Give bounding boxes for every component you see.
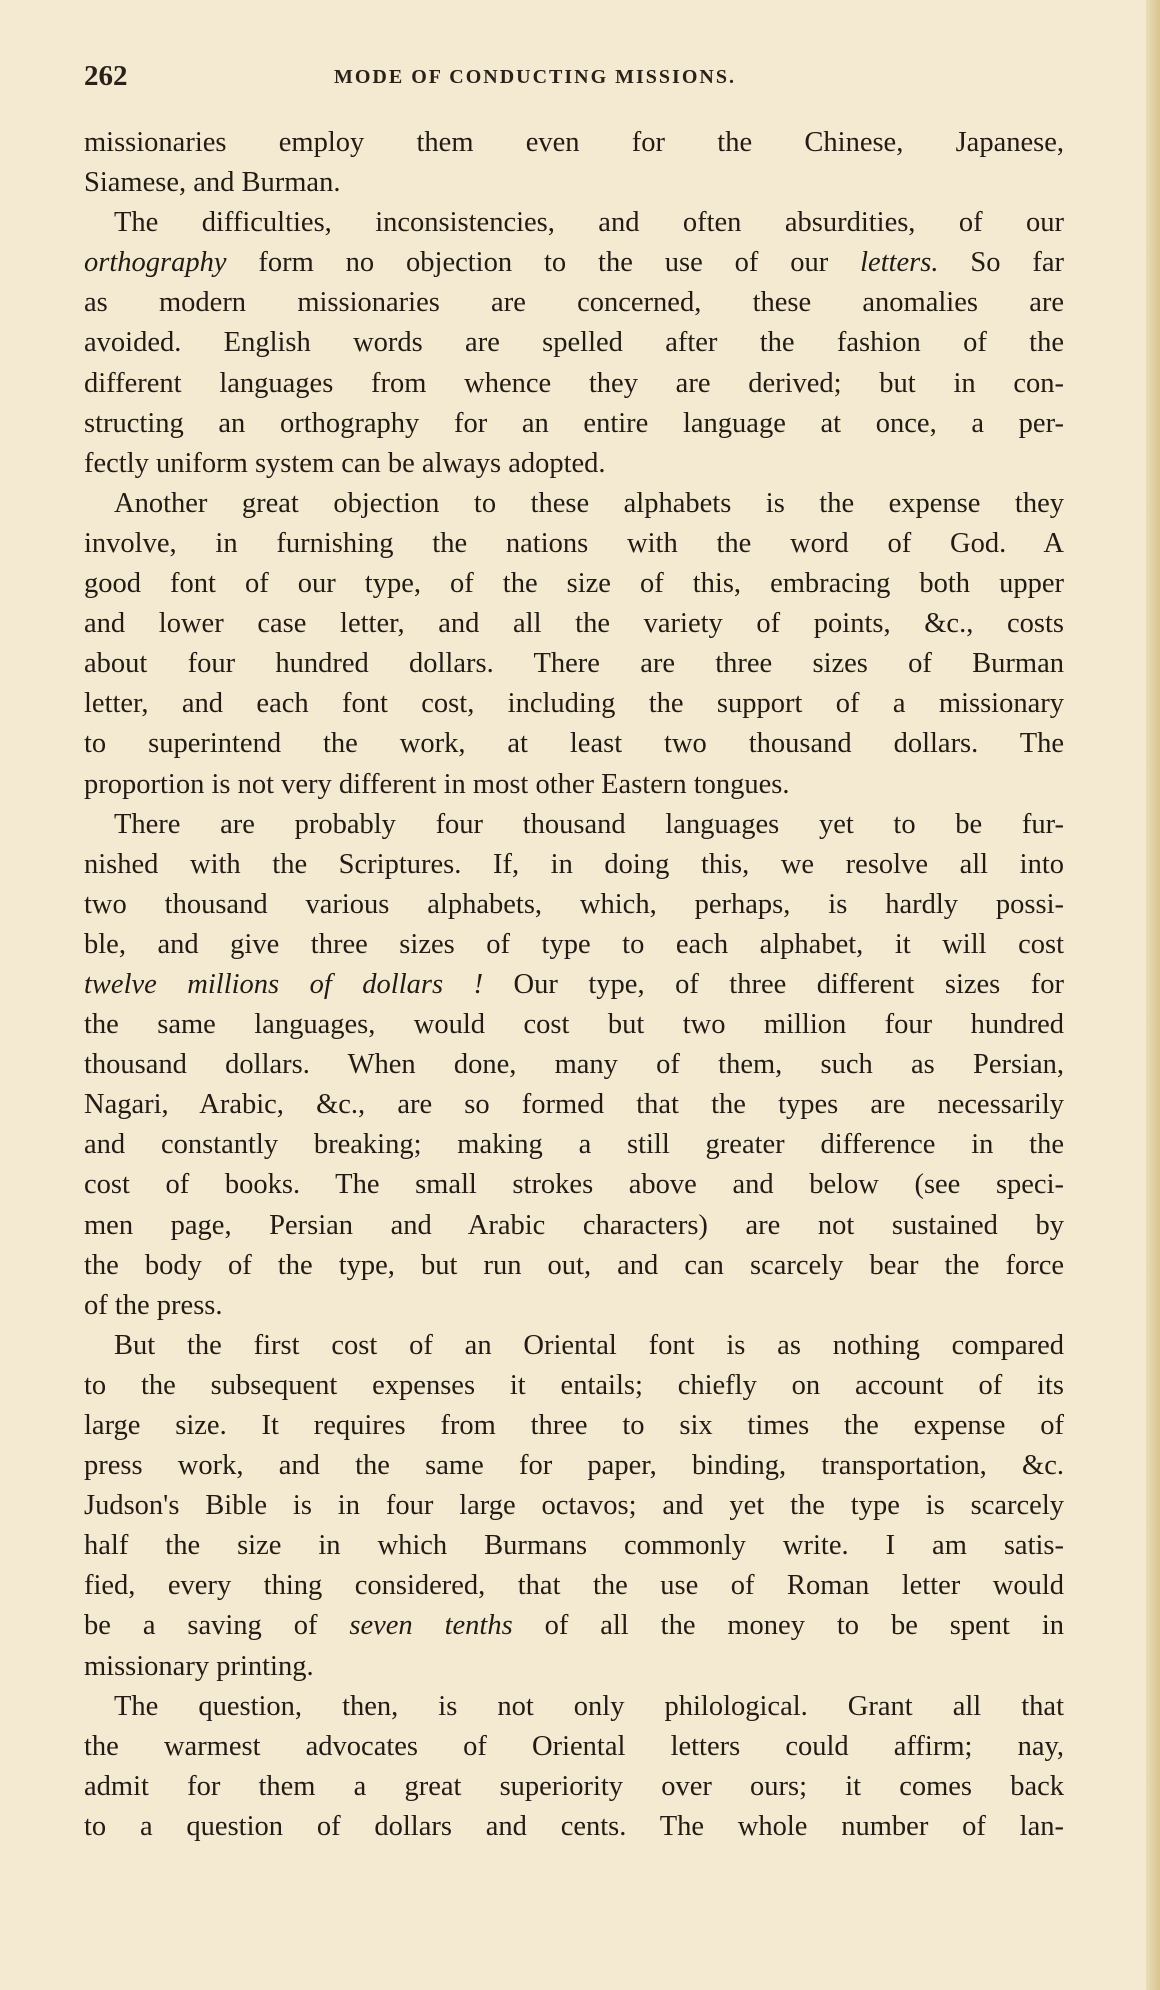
text-line <box>84 684 1064 724</box>
emphasis-text: orthography <box>84 247 227 279</box>
text-line <box>84 845 1064 885</box>
emphasis-text: letters. <box>860 247 939 279</box>
text-span: to the subsequent expenses it entails; chiefly on account of its <box>84 1369 1064 1401</box>
text-line <box>84 364 1064 404</box>
text-span: good font of our type, of the size of this, embracing both upper <box>84 568 1064 600</box>
text-line <box>84 323 1064 363</box>
text-span: fectly uniform system can be always adopted. <box>84 447 606 479</box>
text-line <box>84 1246 1064 1286</box>
text-span: But the first cost of an Oriental font is as nothing compared <box>114 1329 1064 1361</box>
text-line <box>84 1206 1064 1246</box>
text-span: Nagari, Arabic, &c., are so formed that the types are necessarily <box>84 1089 1064 1121</box>
text-span: missionary printing. <box>84 1650 314 1682</box>
text-line <box>84 1486 1064 1526</box>
text-line <box>84 243 1064 283</box>
text-line <box>84 1687 1064 1727</box>
text-span: Judson's Bible is in four large octavos; and yet the type is scarcely <box>84 1490 1064 1522</box>
text-line <box>84 283 1064 323</box>
text-span: men page, Persian and Arabic characters) are not sustained by <box>84 1209 1064 1241</box>
text-line <box>84 1526 1064 1566</box>
text-span: avoided. English words are spelled after the fashion of the <box>84 327 1064 359</box>
text-line <box>84 765 1064 805</box>
body-text <box>84 123 1064 1847</box>
running-head: MODE OF CONDUCTING MISSIONS. <box>334 66 736 88</box>
text-line <box>84 925 1064 965</box>
text-span: cost of books. The small strokes above and below (see speci- <box>84 1169 1064 1201</box>
text-line <box>84 1566 1064 1606</box>
text-line <box>84 644 1064 684</box>
text-span: to a question of dollars and cents. The whole number of lan- <box>84 1810 1064 1842</box>
page-edge <box>1146 0 1160 1990</box>
text-line <box>84 564 1064 604</box>
text-line <box>84 1286 1064 1326</box>
text-span: two thousand various alphabets, which, perhaps, is hardly possi- <box>84 888 1064 920</box>
text-span: and lower case letter, and all the variety of points, &c., costs <box>84 608 1064 640</box>
text-span: ble, and give three sizes of type to each alphabet, it will cost <box>84 928 1064 960</box>
text-line <box>84 404 1064 444</box>
text-span: to superintend the work, at least two thousand dollars. The <box>84 728 1064 760</box>
text-line <box>84 1005 1064 1045</box>
text-line <box>84 1165 1064 1205</box>
text-span: the body of the type, but run out, and can scarcely bear the force <box>84 1249 1064 1281</box>
text-span: There are probably four thousand languages yet to be fur- <box>114 808 1064 840</box>
text-line <box>84 1767 1064 1807</box>
text-span: structing an orthography for an entire language at once, a per- <box>84 407 1064 439</box>
page-header <box>84 60 1064 100</box>
text-span: as modern missionaries are concerned, these anomalies are <box>84 287 1064 319</box>
text-line <box>84 163 1064 203</box>
text-span: and constantly breaking; making a still greater difference in the <box>84 1129 1064 1161</box>
text-span: fied, every thing considered, that the use of Roman letter would <box>84 1570 1064 1602</box>
text-span: involve, in furnishing the nations with the word of God. A <box>84 527 1064 559</box>
text-line <box>84 1647 1064 1687</box>
text-line <box>84 484 1064 524</box>
text-span: missionaries employ them even for the Chinese, Japanese, <box>84 127 1064 158</box>
text-line <box>84 123 1064 163</box>
text-span: be a saving of <box>84 1610 350 1642</box>
text-span: of all the money to be spent in <box>512 1610 1065 1642</box>
emphasis-text: seven tenths <box>349 1610 513 1642</box>
text-line <box>84 1366 1064 1406</box>
text-line <box>84 524 1064 564</box>
text-span: proportion is not very different in most other Eastern tongues. <box>84 768 790 800</box>
text-line <box>84 444 1064 484</box>
text-span: letter, and each font cost, including the support of a missionary <box>84 688 1064 720</box>
text-span: The difficulties, inconsistencies, and often absurdities, of our <box>114 207 1064 239</box>
text-span: different languages from whence they are derived; but in con- <box>84 367 1064 399</box>
text-span: So far <box>938 247 1064 279</box>
text-span: press work, and the same for paper, binding, transportation, &c. <box>84 1450 1064 1482</box>
text-line <box>84 1045 1064 1085</box>
text-line <box>84 1406 1064 1446</box>
text-line <box>84 1085 1064 1125</box>
text-line <box>84 1125 1064 1165</box>
text-line <box>84 1326 1064 1366</box>
text-line <box>84 1606 1064 1646</box>
text-line <box>84 885 1064 925</box>
text-span: nished with the Scriptures. If, in doing this, we resolve all into <box>84 848 1064 880</box>
text-span: Another great objection to these alphabets is the expense they <box>114 487 1064 519</box>
text-span: the same languages, would cost but two million four hundred <box>84 1009 1064 1041</box>
page-number: 262 <box>84 60 128 92</box>
text-span: The question, then, is not only philological. Grant all that <box>114 1690 1064 1722</box>
text-span: of the press. <box>84 1289 223 1321</box>
text-line <box>84 724 1064 764</box>
text-span: half the size in which Burmans commonly write. I am satis- <box>84 1530 1064 1562</box>
text-span: the warmest advocates of Oriental letters could affirm; nay, <box>84 1730 1064 1762</box>
text-span: Our type, of three different sizes for <box>483 968 1064 1000</box>
text-line <box>84 1727 1064 1767</box>
text-span: thousand dollars. When done, many of them, such as Persian, <box>84 1049 1064 1081</box>
text-line <box>84 1807 1064 1847</box>
emphasis-text: twelve millions of dollars ! <box>84 968 484 1000</box>
text-span: about four hundred dollars. There are three sizes of Burman <box>84 648 1064 680</box>
text-span: form no objection to the use of our <box>226 247 861 279</box>
text-span: large size. It requires from three to six times the expense of <box>84 1410 1064 1441</box>
text-line <box>84 1446 1064 1486</box>
text-span: Siamese, and Burman. <box>84 167 341 199</box>
text-span: admit for them a great superiority over ours; it comes back <box>84 1770 1064 1802</box>
text-line <box>84 805 1064 845</box>
text-line <box>84 604 1064 644</box>
text-line <box>84 965 1064 1005</box>
text-line <box>84 203 1064 243</box>
